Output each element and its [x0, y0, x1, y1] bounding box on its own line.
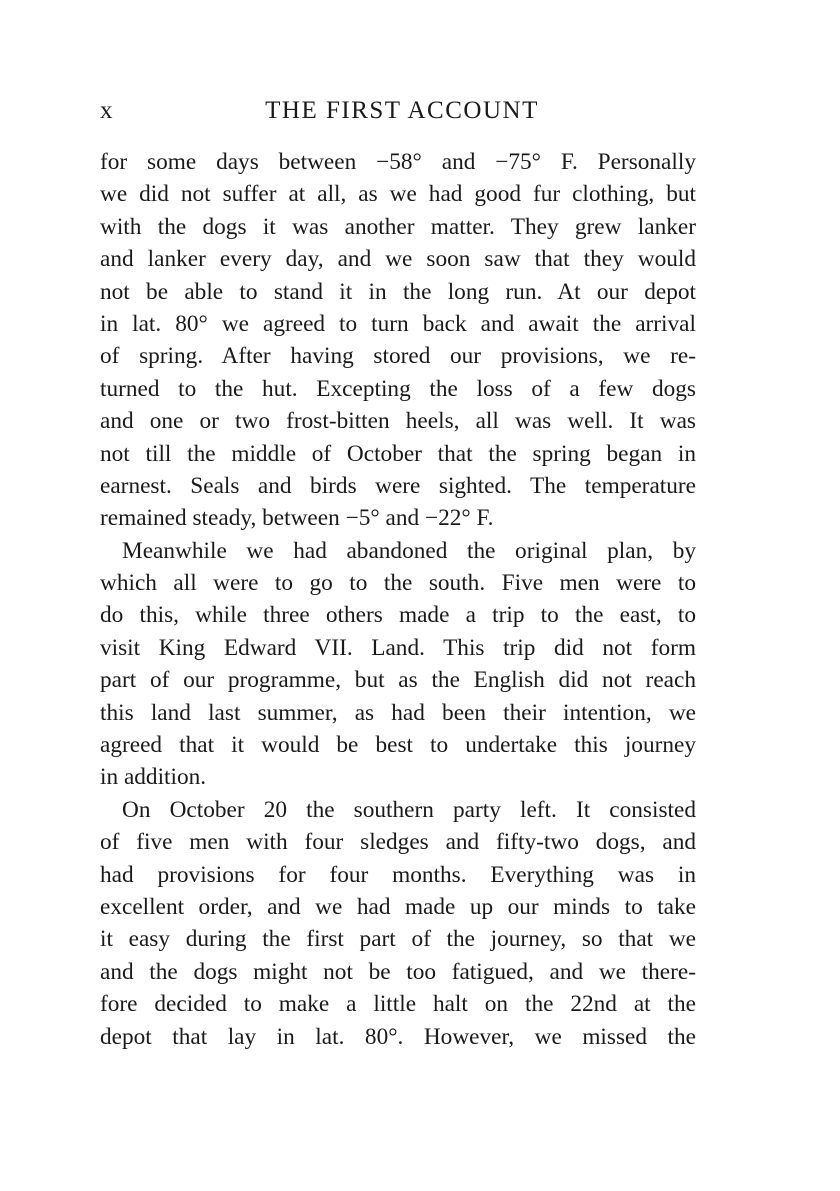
text-line: excellent order, and we had made up our minds to take — [100, 893, 696, 920]
text-line: which all were to go to the south. Five men were to — [100, 570, 696, 597]
text-line: visit King Edward VII. Land. This trip did not form — [100, 634, 696, 661]
text-line: remained steady, between −5° and −22° F. — [100, 505, 494, 532]
text-line: we did not suffer at all, as we had good fur clothing, but — [100, 181, 696, 208]
paragraph — [100, 146, 696, 535]
text-line: it easy during the first part of the journey, so that we — [100, 926, 696, 953]
text-line: agreed that it would be best to undertake this journey — [100, 732, 696, 759]
text-line: and lanker every day, and we soon saw that they would — [100, 246, 696, 273]
text-line: and the dogs might not be too fatigued, and we there- — [100, 958, 696, 985]
body-text — [100, 146, 696, 1053]
page-number: x — [100, 97, 113, 124]
text-line: not till the middle of October that the spring began in — [100, 440, 696, 467]
text-line: in lat. 80° we agreed to turn back and await the arrival — [100, 310, 696, 337]
paragraph — [100, 794, 696, 1053]
text-line: of spring. After having stored our provisions, we re- — [100, 343, 696, 370]
text-line: depot that lay in lat. 80°. However, we missed the — [100, 1023, 696, 1050]
running-head: THE FIRST ACCOUNT — [265, 97, 539, 124]
text-line: earnest. Seals and birds were sighted. The temperature — [100, 472, 696, 499]
text-line: On October 20 the southern party left. It consisted — [122, 796, 696, 823]
text-line: this land last summer, as had been their intention, we — [100, 699, 696, 726]
text-line: not be able to stand it in the long run. At our depot — [100, 278, 696, 305]
text-line: for some days between −58° and −75° F. Personally — [100, 149, 696, 175]
paragraph — [100, 535, 696, 794]
text-line: turned to the hut. Excepting the loss of a few dogs — [100, 375, 696, 402]
text-line: fore decided to make a little halt on the 22nd at the — [100, 991, 696, 1018]
text-line: in addition. — [100, 764, 207, 791]
text-line: part of our programme, but as the English did not reach — [100, 667, 696, 694]
page-header — [100, 95, 696, 127]
text-line: and one or two frost-bitten heels, all was well. It was — [100, 408, 696, 435]
text-line: Meanwhile we had abandoned the original plan, by — [122, 537, 696, 564]
text-line: with the dogs it was another matter. They grew lanker — [100, 213, 696, 240]
text-line: of five men with four sledges and fifty-two dogs, and — [100, 829, 696, 856]
text-line: had provisions for four months. Everything was in — [100, 861, 696, 888]
text-line: do this, while three others made a trip to the east, to — [100, 602, 696, 629]
